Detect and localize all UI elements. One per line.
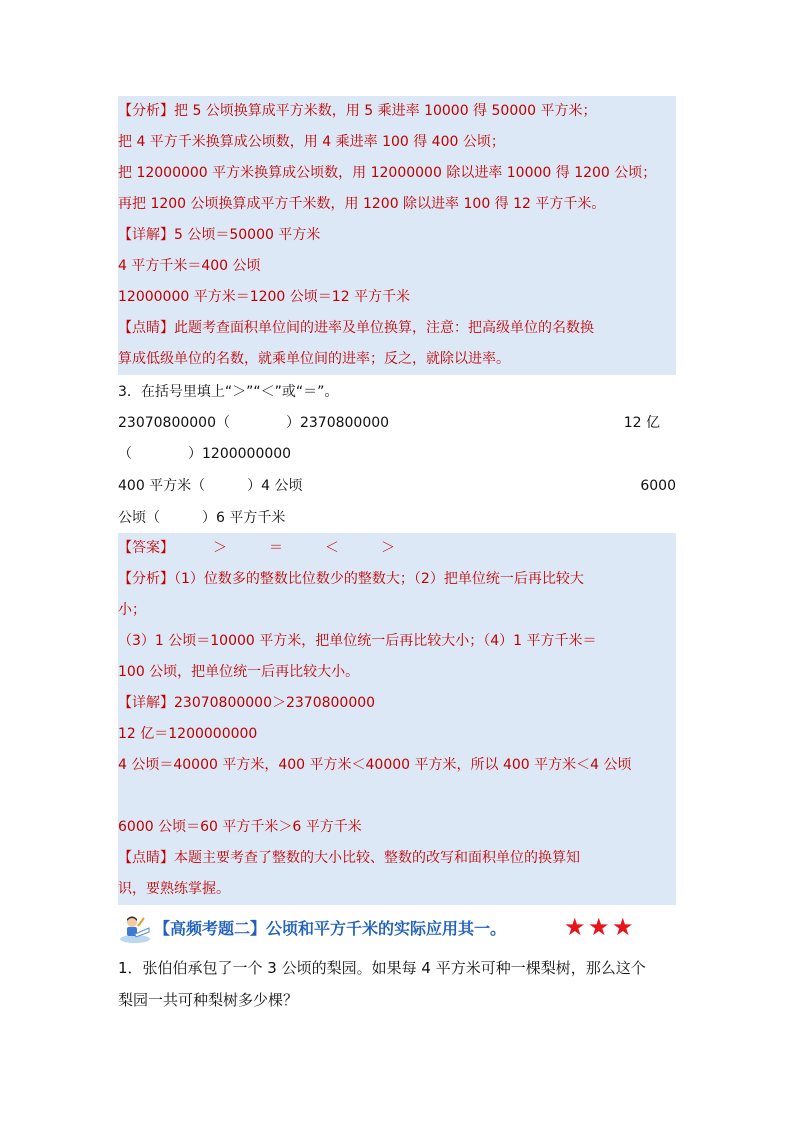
detail-text: 4 平方千米＝400 公顷 [118,258,261,274]
question-3-row-3 [118,471,676,502]
detail-line-3 [118,282,676,313]
comment-line-1 [118,313,676,344]
difficulty-stars [564,913,634,941]
analysis-text: 小； [118,602,146,618]
question-3-row-1 [118,408,676,439]
comment-line-1 [118,843,676,874]
detail-text: 4 公顷＝40000 平方米，400 平方米＜40000 平方米，所以 400 平方米＜4 公顷 [118,757,632,773]
question-3-stem [118,377,676,408]
question-3-row-4 [118,503,676,534]
analysis-line-1 [118,564,676,595]
comparison-item: 6000 [640,478,676,494]
student-reading-icon [118,914,152,944]
question-stem: 3．在括号里填上“＞”“＜”或“＝”。 [118,384,339,400]
analysis-text: 把 4 平方千米换算成公顷数，用 4 乘进率 100 得 400 公顷； [118,134,505,150]
answer-tag: 【答案】 [118,540,174,556]
analysis-text: （1）位数多的整数比位数少的整数大；（2）把单位统一后再比较大 [174,571,584,587]
detail-text: 5 公顷＝50000 平方米 [174,227,321,243]
star-icon: ★ [611,913,634,941]
star-icon: ★ [564,913,586,941]
analysis-line-2 [118,595,676,626]
detail-text: 6000 公顷＝60 平方千米＞6 平方千米 [118,819,362,835]
comment-text: 此题考查面积单位间的进率及单位换算，注意：把高级单位的名数换 [174,320,594,336]
analysis-line-1 [118,96,676,127]
comment-tag: 【点睛】 [118,320,174,336]
question-1-line-2 [118,985,678,1016]
comparison-item: 400 平方米（ ）4 公顷 [118,478,303,494]
section-title: 【高频考题二】公顷和平方千米的实际应用其一。 [154,919,507,938]
comparison-item: 公顷（ ）6 平方千米 [118,510,286,526]
question-1-line-1 [118,953,678,984]
detail-tag: 【详解】 [118,227,174,243]
detail-line-2 [118,251,676,282]
analysis-text: 100 公顷，把单位统一后再比较大小。 [118,664,360,680]
answer-symbol: ＜ [325,540,339,556]
analysis-text: 再把 1200 公顷换算成平方千米数，用 1200 除以进率 100 得 12 平方千米。 [118,196,606,212]
detail-line-blank [118,781,676,812]
analysis-text: 把 5 公顷换算成平方米数，用 5 乘进率 10000 得 50000 平方米； [174,103,597,119]
comparison-item: 23070800000（ ）2370800000 [118,415,390,431]
comparison-item: 12 亿 [623,415,660,431]
answer-symbol: ＞ [213,540,227,556]
analysis-line-4 [118,189,676,220]
question-text: 1．张伯伯承包了一个 3 公顷的梨园。如果每 4 平方米可种一棵梨树，那么这个 [118,959,646,977]
detail-line-1 [118,688,676,719]
detail-text: 12000000 平方米＝1200 公顷＝12 平方千米 [118,289,411,305]
answer-line [118,533,676,564]
comparison-item: （ ）1200000000 [118,446,292,462]
comment-text: 算成低级单位的名数，就乘单位间的进率；反之，就除以进率。 [118,351,510,367]
answer-symbol: ＝ [269,540,283,556]
analysis-tag: 【分析】 [118,103,174,119]
question-3-row-2 [118,439,676,470]
comment-line-2 [118,344,676,375]
analysis-line-3 [118,626,676,657]
analysis-line-3 [118,158,676,189]
analysis-line-2 [118,127,676,158]
analysis-text: （3）1 公顷＝10000 平方米，把单位统一后再比较大小；（4）1 平方千米＝ [118,633,597,649]
comment-text: 本题主要考查了整数的大小比较、整数的改写和面积单位的换算知 [174,850,580,866]
question-text: 梨园一共可种梨树多少棵？ [118,991,299,1009]
analysis-line-4 [118,657,676,688]
detail-line-4 [118,812,676,843]
answer-symbol: ＞ [381,540,395,556]
detail-text: 12 亿＝1200000000 [118,726,258,742]
comment-line-2 [118,874,676,905]
detail-line-1 [118,220,676,251]
section-heading [118,912,678,946]
analysis-tag: 【分析】 [118,571,174,587]
detail-line-2 [118,719,676,750]
detail-line-3 [118,750,676,781]
comment-text: 识，要熟练掌握。 [118,881,230,897]
comment-tag: 【点睛】 [118,850,174,866]
detail-text: 23070800000＞2370800000 [174,695,376,711]
detail-tag: 【详解】 [118,695,174,711]
analysis-text: 把 12000000 平方米换算成公顷数，用 12000000 除以进率 10000 得 1200 公顷； [118,165,657,181]
star-icon: ★ [587,913,610,941]
